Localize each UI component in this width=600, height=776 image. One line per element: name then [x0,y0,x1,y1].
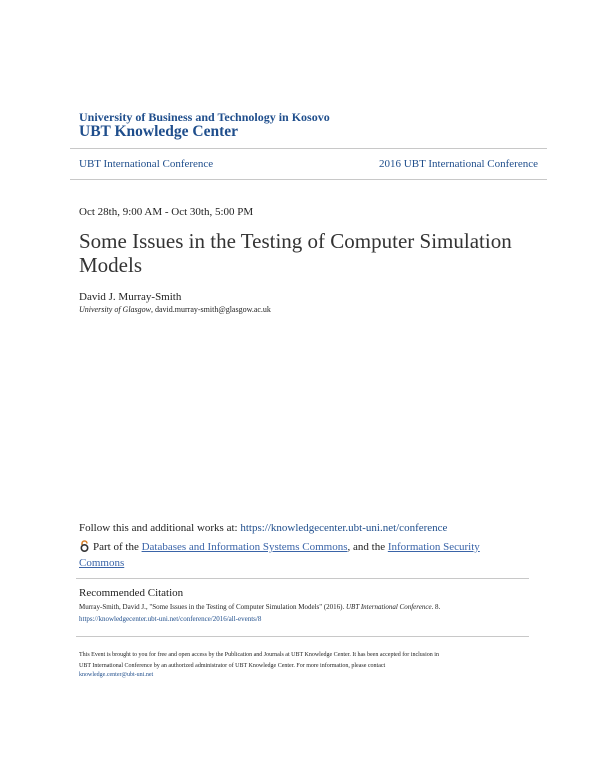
citation-journal: UBT International Conference [346,603,432,611]
access-notice [79,650,529,672]
notice-divider [76,636,529,637]
open-access-icon [79,540,90,556]
affiliation-institution: University of Glasgow [79,305,151,314]
university-name[interactable]: University of Business and Technology in Kosovo [79,110,330,124]
event-date: Oct 28th, 9:00 AM - Oct 30th, 5:00 PM [79,206,254,218]
author-name: David J. Murray-Smith [79,291,182,303]
part-of-line [79,540,499,570]
affiliation-email: , david.murray-smith@glasgow.ac.uk [151,305,271,314]
citation-text-suffix: . 8. [431,603,441,611]
citation-text [79,603,440,611]
contact-email-link[interactable]: knowledge.center@ubt-uni.net [79,672,154,678]
citation-divider [76,578,529,579]
paper-title: Some Issues in the Testing of Computer Simulation Models [79,229,512,277]
site-name[interactable]: UBT Knowledge Center [79,123,239,140]
notice-line-2: UBT International Conference by an authorized administrator of UBT Knowledge Center. For more information, please contact [79,663,386,669]
notice-line-1: This Event is brought to you for free and open access by the Publication and Journals at UBT Knowledge Center. It has been accepted for inclusion in [79,652,439,658]
follow-url-link[interactable]: https://knowledgecenter.ubt-uni.net/conference [240,522,448,534]
header-divider-top [70,148,547,149]
header-divider-bottom [70,179,547,180]
author-affiliation [79,305,271,314]
conference-link-year[interactable]: 2016 UBT International Conference [379,158,538,170]
partof-middle: , and the [347,541,388,553]
conference-link-series[interactable]: UBT International Conference [79,158,214,170]
citation-heading: Recommended Citation [79,587,184,599]
follow-prefix: Follow this and additional works at: [79,522,241,534]
citation-text-prefix: Murray-Smith, David J., "Some Issues in the Testing of Computer Simulation Models" (2016). [79,603,346,611]
citation-url-link[interactable]: https://knowledgecenter.ubt-uni.net/conference/2016/all-events/8 [79,615,262,623]
databases-commons-link[interactable]: Databases and Information Systems Commons [141,541,348,553]
follow-line [79,522,447,534]
partof-prefix: Part of the [93,541,142,553]
security-commons-link[interactable]: Information Security Commons [79,541,480,569]
